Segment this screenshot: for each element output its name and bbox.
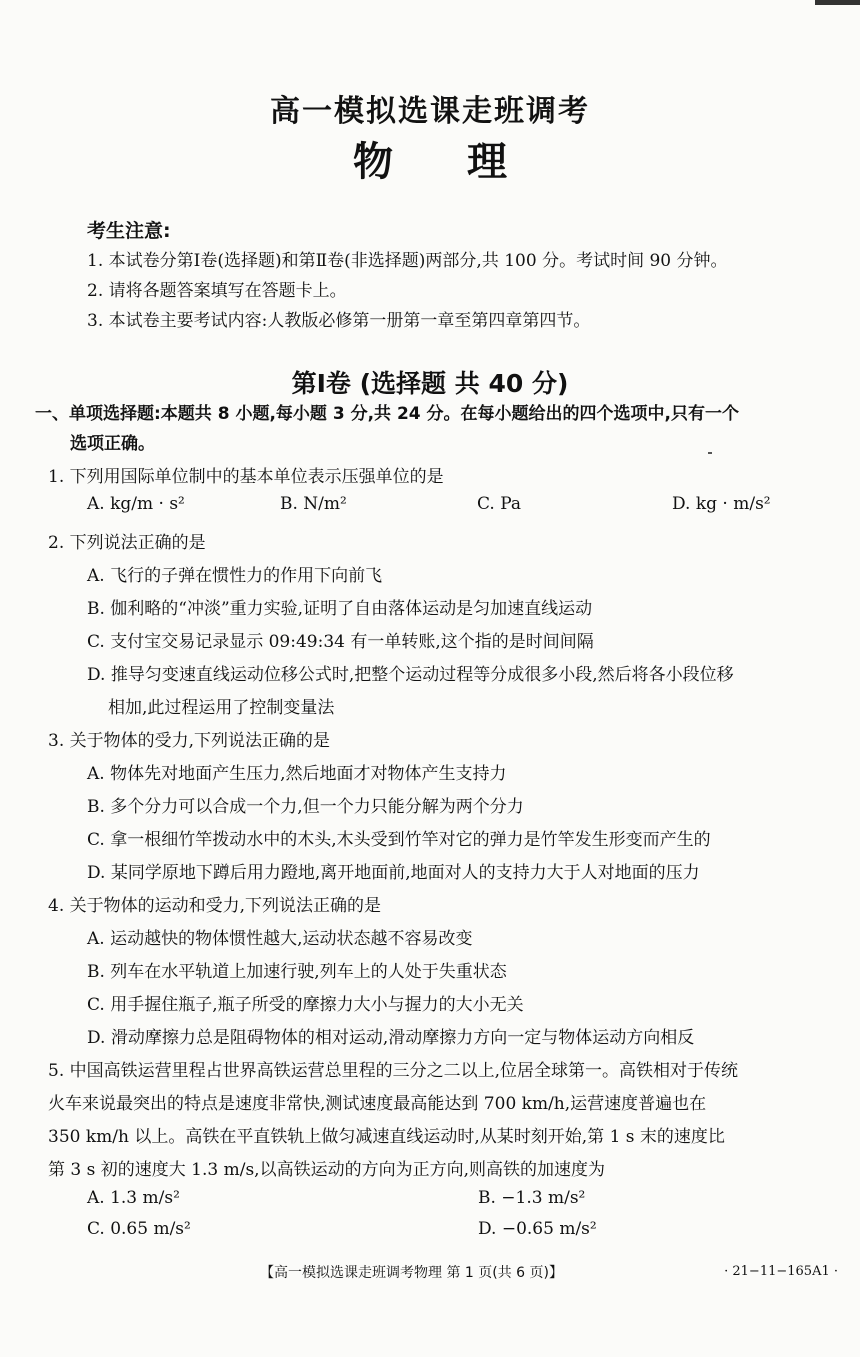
option-a: A. 运动越快的物体惯性越大,运动状态越不容易改变 (87, 929, 473, 949)
option-b: B. 多个分力可以合成一个力,但一个力只能分解为两个分力 (87, 797, 524, 817)
exam-title: 高一模拟选课走班调考 (270, 94, 590, 129)
option-c: C. 拿一根细竹竿拨动水中的木头,木头受到竹竿对它的弹力是竹竿发生形变而产生的 (87, 830, 711, 850)
option-a: A. kg/m · s² (87, 494, 185, 514)
option-b: B. 伽利略的“冲淡”重力实验,证明了自由落体运动是匀加速直线运动 (87, 599, 593, 619)
part-instructions: 一、单项选择题:本题共 8 小题,每小题 3 分,共 24 分。在每小题给出的四个选项中,只有一个 (35, 404, 739, 424)
option-b: B. −1.3 m/s² (478, 1188, 586, 1208)
scan-speck (708, 452, 712, 454)
option-c: C. Pa (477, 494, 522, 514)
notice-item: 3. 本试卷主要考试内容:人教版必修第一册第一章至第四章第四节。 (87, 311, 591, 331)
scan-corner-mark (815, 0, 860, 5)
section-title: 第Ⅰ卷 (选择题 共 40 分) (291, 369, 569, 398)
option-b: B. 列车在水平轨道上加速行驶,列车上的人处于失重状态 (87, 962, 507, 982)
question-stem-cont: 第 3 s 初的速度大 1.3 m/s,以高铁运动的方向为正方向,则高铁的加速度为 (48, 1160, 605, 1180)
question-stem: 2. 下列说法正确的是 (48, 533, 206, 553)
notice-heading: 考生注意: (87, 220, 171, 242)
option-d: D. 某同学原地下蹲后用力蹬地,离开地面前,地面对人的支持力大于人对地面的压力 (87, 863, 700, 883)
option-d-cont: 相加,此过程运用了控制变量法 (108, 698, 335, 718)
option-a: A. 物体先对地面产生压力,然后地面才对物体产生支持力 (87, 764, 507, 784)
question-stem: 5. 中国高铁运营里程占世界高铁运营总里程的三分之二以上,位居全球第一。高铁相对于传统 (48, 1061, 739, 1081)
option-c: C. 0.65 m/s² (87, 1219, 191, 1239)
question-stem-cont: 火车来说最突出的特点是速度非常快,测试速度最高能达到 700 km/h,运营速度普遍也在 (48, 1094, 707, 1114)
option-c: C. 用手握住瓶子,瓶子所受的摩擦力大小与握力的大小无关 (87, 995, 524, 1015)
notice-item: 2. 请将各题答案填写在答题卡上。 (87, 281, 347, 301)
option-b: B. N/m² (280, 494, 347, 514)
question-stem: 3. 关于物体的受力,下列说法正确的是 (48, 731, 331, 751)
question-stem: 4. 关于物体的运动和受力,下列说法正确的是 (48, 896, 382, 916)
option-d: D. −0.65 m/s² (478, 1219, 597, 1239)
part-instructions-cont: 选项正确。 (70, 434, 155, 454)
question-stem-cont: 350 km/h 以上。高铁在平直铁轨上做匀减速直线运动时,从某时刻开始,第 1 s 末的速度比 (48, 1127, 725, 1147)
page-footer: 【高一模拟选课走班调考物理 第 1 页(共 6 页)】 (260, 1265, 563, 1281)
option-a: A. 飞行的子弹在惯性力的作用下向前飞 (87, 566, 383, 586)
option-d: D. kg · m/s² (672, 494, 771, 514)
option-a: A. 1.3 m/s² (87, 1188, 180, 1208)
subject-title: 物 理 (353, 139, 507, 185)
question-stem: 1. 下列用国际单位制中的基本单位表示压强单位的是 (48, 467, 444, 487)
paper-code: · 21−11−165A1 · (724, 1264, 838, 1279)
notice-item: 1. 本试卷分第Ⅰ卷(选择题)和第Ⅱ卷(非选择题)两部分,共 100 分。考试时间 90 分钟。 (87, 251, 728, 271)
option-d: D. 推导匀变速直线运动位移公式时,把整个运动过程等分成很多小段,然后将各小段位移 (87, 665, 734, 685)
option-c: C. 支付宝交易记录显示 09:49:34 有一单转账,这个指的是时间间隔 (87, 632, 594, 652)
option-d: D. 滑动摩擦力总是阻碍物体的相对运动,滑动摩擦力方向一定与物体运动方向相反 (87, 1028, 695, 1048)
